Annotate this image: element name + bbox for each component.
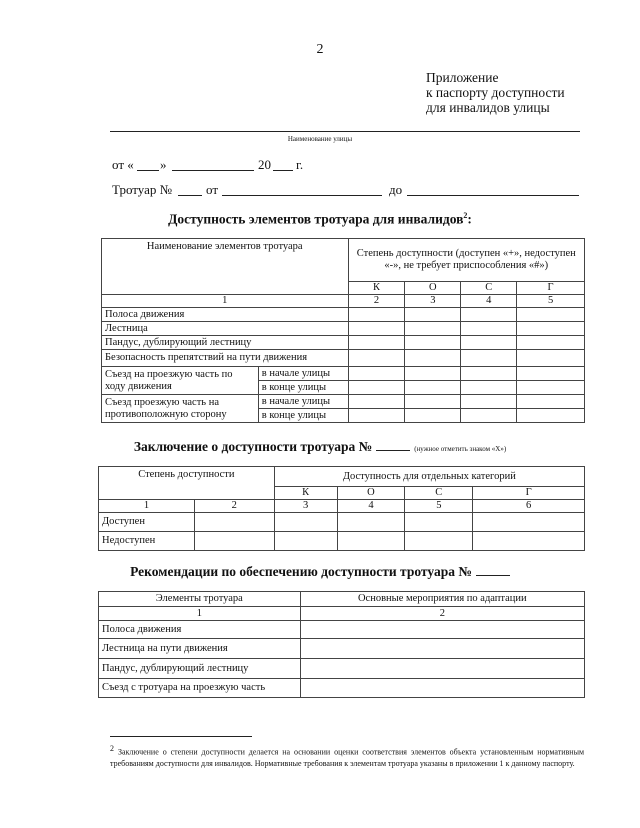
year-prefix: 20 bbox=[258, 157, 271, 172]
row-label: Полоса движения bbox=[102, 308, 349, 322]
table-row bbox=[99, 513, 585, 532]
table-row bbox=[99, 679, 585, 698]
appendix-caption bbox=[426, 70, 565, 115]
row-label: Безопасность препятствий на пути движения bbox=[102, 350, 349, 367]
table-row bbox=[99, 639, 585, 659]
table-row bbox=[102, 322, 585, 336]
row-label-exit-same: Съезд на проезжую часть по ходу движения bbox=[102, 367, 259, 395]
col-number-1: 1 bbox=[102, 295, 349, 308]
recommendations-table bbox=[98, 591, 585, 698]
row-label: Лестница на пути движения bbox=[99, 639, 301, 659]
appendix-line-1: Приложение bbox=[426, 70, 499, 85]
appendix-line-2: к паспорту доступности bbox=[426, 85, 565, 100]
header-measures: Основные мероприятия по адаптации bbox=[300, 592, 584, 607]
accessibility-table-title bbox=[0, 211, 640, 228]
footnote-text: Заключение о степени доступности делается на основании оценки соответствия элементов объекта установленным нормативным требованиям доступности для инвалидов. Нормативные требования к элементам тротуара указаны в приложении 1 к данному паспорту. bbox=[110, 747, 585, 768]
day-blank bbox=[137, 170, 159, 171]
category-k: К bbox=[348, 282, 405, 295]
accessibility-table bbox=[101, 238, 585, 423]
col-number-2: 2 bbox=[194, 500, 274, 513]
footnote-ref: 2 bbox=[463, 211, 468, 220]
col-number-5: 5 bbox=[517, 295, 585, 308]
table-row bbox=[102, 350, 585, 367]
col-number-6: 6 bbox=[473, 500, 585, 513]
category-k: К bbox=[274, 487, 337, 500]
row-label-exit-opposite: Съезд проезжую часть на противоположную сторону bbox=[102, 395, 259, 423]
table-row bbox=[102, 336, 585, 350]
category-s: С bbox=[461, 282, 517, 295]
table-row bbox=[99, 621, 585, 639]
sidewalk-to-label: до bbox=[389, 182, 403, 197]
col-number-4: 4 bbox=[461, 295, 517, 308]
row-sublabel-start: в начале улицы bbox=[258, 395, 348, 409]
sidewalk-label: Тротуар № bbox=[112, 182, 173, 197]
row-label: Пандус, дублирующий лестницу bbox=[102, 336, 349, 350]
table-row bbox=[99, 532, 585, 551]
sidewalk-from-blank bbox=[222, 195, 382, 196]
conclusion-table bbox=[98, 466, 585, 551]
table-row bbox=[102, 395, 585, 409]
row-sublabel-end: в конце улицы bbox=[258, 381, 348, 395]
year-suffix: г. bbox=[296, 157, 304, 172]
col-number-4: 4 bbox=[337, 500, 405, 513]
conclusion-note: (нужное отметить знаком «Х») bbox=[414, 445, 507, 453]
header-access: Доступность для отдельных категорий bbox=[274, 467, 584, 487]
category-g: Г bbox=[517, 282, 585, 295]
col-number-2: 2 bbox=[348, 295, 405, 308]
category-o: О bbox=[337, 487, 405, 500]
date-prefix: от « bbox=[112, 157, 134, 172]
header-degree: Степень доступности (доступен «+», недоступен «-», не требует приспособления «#») bbox=[348, 239, 584, 282]
footnote bbox=[110, 743, 584, 769]
footnote-mark: 2 bbox=[110, 744, 114, 753]
street-name-line bbox=[110, 131, 580, 132]
row-sublabel-start: в начале улицы bbox=[258, 367, 348, 381]
category-g: Г bbox=[473, 487, 585, 500]
col-number-2: 2 bbox=[300, 607, 584, 621]
row-label: Лестница bbox=[102, 322, 349, 336]
header-degree: Степень доступности bbox=[99, 467, 275, 500]
recommendations-title bbox=[0, 563, 640, 581]
col-number-3: 3 bbox=[405, 295, 461, 308]
table-row bbox=[102, 308, 585, 322]
conclusion-title-text: Заключение о доступности тротуара № bbox=[133, 439, 373, 454]
recommendations-number-blank bbox=[476, 575, 510, 576]
sidewalk-number-blank bbox=[178, 195, 202, 196]
table-row bbox=[102, 367, 585, 381]
col-number-5: 5 bbox=[405, 500, 473, 513]
month-blank bbox=[172, 170, 254, 171]
row-label: Съезд с тротуара на проезжую часть bbox=[99, 679, 301, 698]
header-element-name: Наименование элементов тротуара bbox=[102, 239, 349, 295]
row-label: Пандус, дублирующий лестницу bbox=[99, 659, 301, 679]
title-colon: : bbox=[467, 211, 472, 227]
street-name-caption: Наименование улицы bbox=[287, 135, 353, 143]
recommendations-title-text: Рекомендации по обеспечению доступности тротуара № bbox=[130, 564, 472, 579]
conclusion-number-blank bbox=[376, 450, 410, 451]
footnote-separator bbox=[110, 736, 252, 737]
accessibility-table-title-text: Доступность элементов тротуара для инвалидов bbox=[168, 211, 464, 227]
year-blank bbox=[273, 170, 293, 171]
sidewalk-to-blank bbox=[407, 195, 579, 196]
col-number-3: 3 bbox=[274, 500, 337, 513]
page-number: 2 bbox=[316, 42, 324, 57]
col-number-1: 1 bbox=[99, 607, 301, 621]
header-elements: Элементы тротуара bbox=[99, 592, 301, 607]
col-number-1: 1 bbox=[99, 500, 195, 513]
row-label: Полоса движения bbox=[99, 621, 301, 639]
conclusion-title bbox=[0, 438, 640, 456]
sidewalk-from-label: от bbox=[206, 182, 219, 197]
row-sublabel-end: в конце улицы bbox=[258, 409, 348, 423]
category-s: С bbox=[405, 487, 473, 500]
row-label: Недоступен bbox=[99, 532, 195, 551]
category-o: О bbox=[405, 282, 461, 295]
row-label: Доступен bbox=[99, 513, 195, 532]
date-mid: » bbox=[160, 157, 167, 172]
appendix-line-3: для инвалидов улицы bbox=[426, 100, 550, 115]
table-row bbox=[99, 659, 585, 679]
